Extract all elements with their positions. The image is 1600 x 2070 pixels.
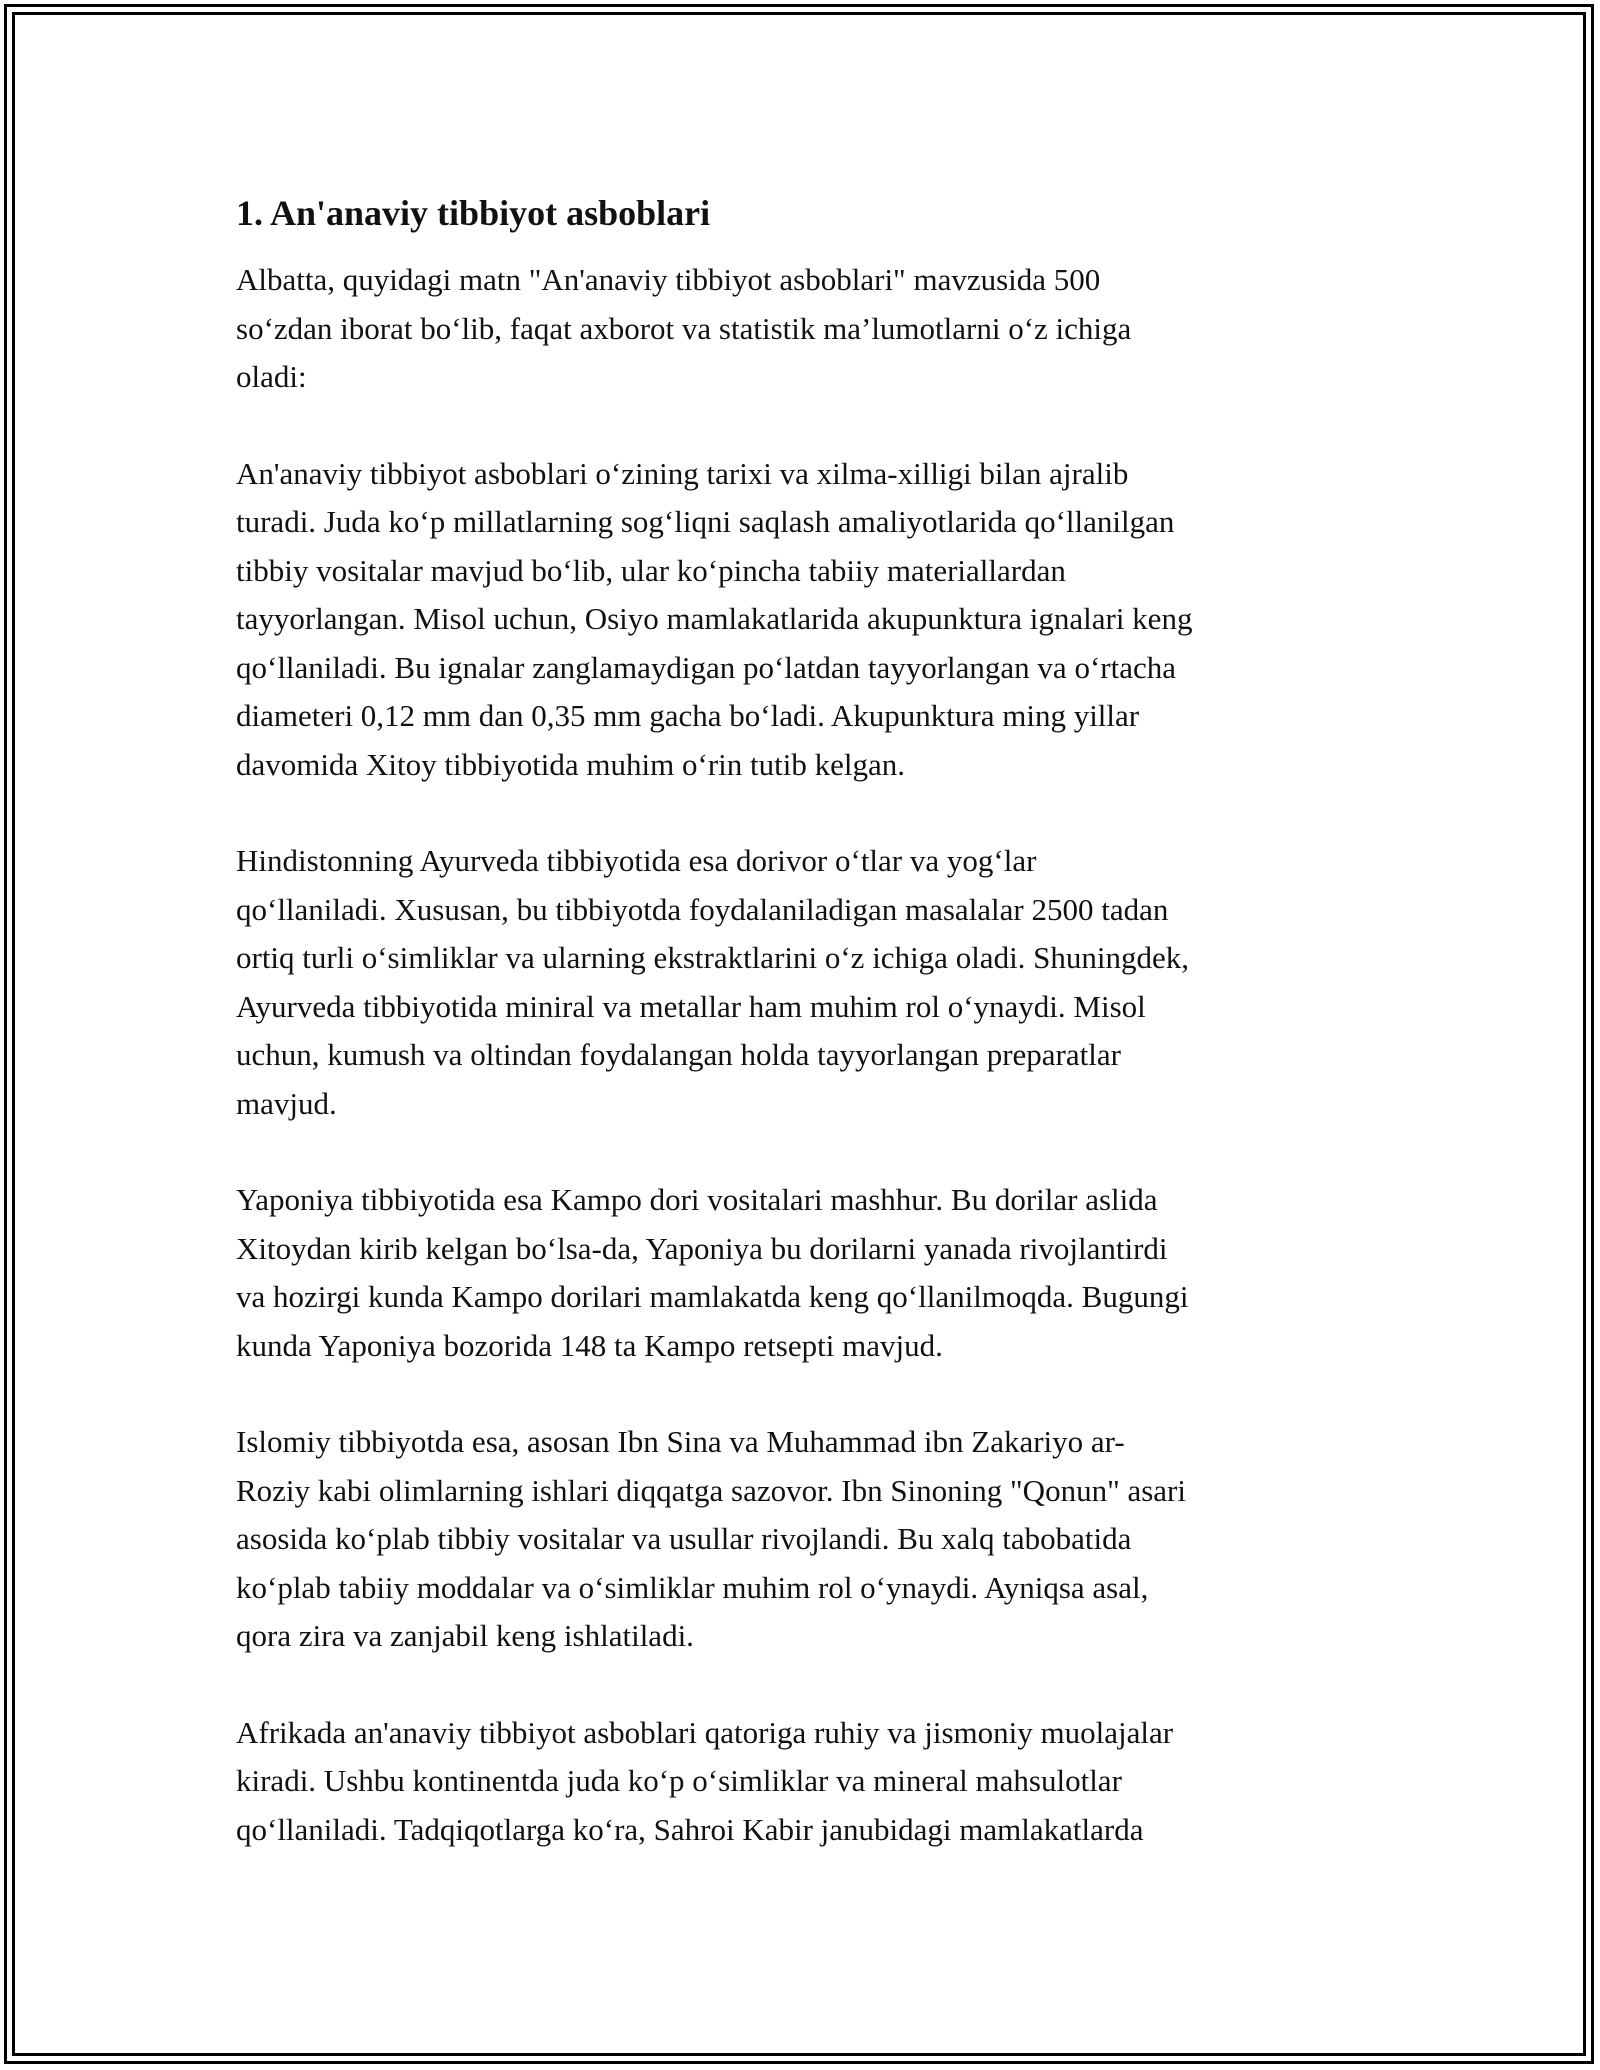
text-line: An'anaviy tibbiyot asboblari o‘zining tarixi va xilma-xilligi bilan ajralib — [236, 455, 1129, 491]
text-line: oladi: — [236, 359, 307, 394]
text-line: Islomiy tibbiyotda esa, asosan Ibn Sina va Muhammad ibn Zakariyo ar- — [236, 1424, 1125, 1459]
paragraph-ayurveda — [236, 837, 1376, 1128]
text-line: Xitoydan kirib kelgan bo‘lsa-da, Yaponiya bu dorilarni yanada rivojlantirdi — [236, 1230, 1168, 1266]
paragraph-islamic-medicine — [236, 1418, 1376, 1661]
text-line: kiradi. Ushbu kontinentda juda ko‘p o‘simliklar va mineral mahsulotlar — [236, 1763, 1122, 1798]
text-line: va hozirgi kunda Kampo dorilari mamlakatda keng qo‘llanilmoqda. Bugungi — [236, 1279, 1189, 1314]
text-line: ko‘plab tabiiy moddalar va o‘simliklar muhim rol o‘ynaydi. Ayniqsa asal, — [236, 1569, 1149, 1605]
text-line: Hindistonning Ayurveda tibbiyotida esa dorivor o‘tlar va yog‘lar — [236, 843, 1037, 878]
text-line: davomida Xitoy tibbiyotida muhim o‘rin tutib kelgan. — [236, 746, 905, 782]
paragraph-acupuncture — [236, 450, 1376, 790]
paragraph-africa — [236, 1709, 1376, 1855]
text-line: asosida ko‘plab tibbiy vositalar va usullar rivojlandi. Bu xalq tabobatida — [236, 1521, 1132, 1556]
text-line: Ayurveda tibbiyotida miniral va metallar ham muhim rol o‘ynaydi. Misol — [236, 988, 1146, 1024]
text-line: tayyorlangan. Misol uchun, Osiyo mamlakatlarida akupunktura ignalari keng — [236, 601, 1193, 636]
text-line: kunda Yaponiya bozorida 148 ta Kampo retsepti mavjud. — [236, 1327, 943, 1363]
text-line: Afrikada an'anaviy tibbiyot asboblari qatoriga ruhiy va jismoniy muolajalar — [236, 1714, 1174, 1750]
text-line: qo‘llaniladi. Xususan, bu tibbiyotda foydalaniladigan masalalar 2500 tadan — [236, 891, 1169, 927]
text-line: Yaponiya tibbiyotida esa Kampo dori vositalari mashhur. Bu dorilar aslida — [236, 1182, 1158, 1217]
paragraph-intro — [236, 256, 1376, 402]
text-line: qo‘llaniladi. Bu ignalar zanglamaydigan po‘latdan tayyorlangan va o‘rtacha — [236, 649, 1176, 685]
text-line: turadi. Juda ko‘p millatlarning sog‘liqni saqlash amaliyotlarida qo‘llanilgan — [236, 504, 1175, 539]
text-line: tibbiy vositalar mavjud bo‘lib, ular ko‘pincha tabiiy materiallardan — [236, 552, 1066, 588]
text-line: Roziy kabi olimlarning ishlari diqqatga sazovor. Ibn Sinoning "Qonun" asari — [236, 1472, 1186, 1508]
text-line: qo‘llaniladi. Tadqiqotlarga ko‘ra, Sahroi Kabir janubidagi mamlakatlarda — [236, 1811, 1144, 1847]
text-line: diameteri 0,12 mm dan 0,35 mm gacha bo‘ladi. Akupunktura ming yillar — [236, 698, 1140, 733]
text-line: so‘zdan iborat bo‘lib, faqat axborot va statistik ma’lumotlarni o‘z ichiga — [236, 310, 1132, 346]
text-line: uchun, kumush va oltindan foydalangan holda tayyorlangan preparatlar — [236, 1037, 1121, 1072]
text-line: mavjud. — [236, 1085, 337, 1121]
section-heading: 1. An'anaviy tibbiyot asboblari — [236, 193, 711, 233]
text-line: Albatta, quyidagi matn "An'anaviy tibbiyot asboblari" mavzusida 500 — [236, 262, 1101, 297]
text-line: ortiq turli o‘simliklar va ularning ekstraktlarini o‘z ichiga oladi. Shuningdek, — [236, 940, 1190, 975]
text-line: qora zira va zanjabil keng ishlatiladi. — [236, 1618, 694, 1653]
paragraph-kampo — [236, 1176, 1376, 1370]
document-body — [236, 188, 1376, 1902]
